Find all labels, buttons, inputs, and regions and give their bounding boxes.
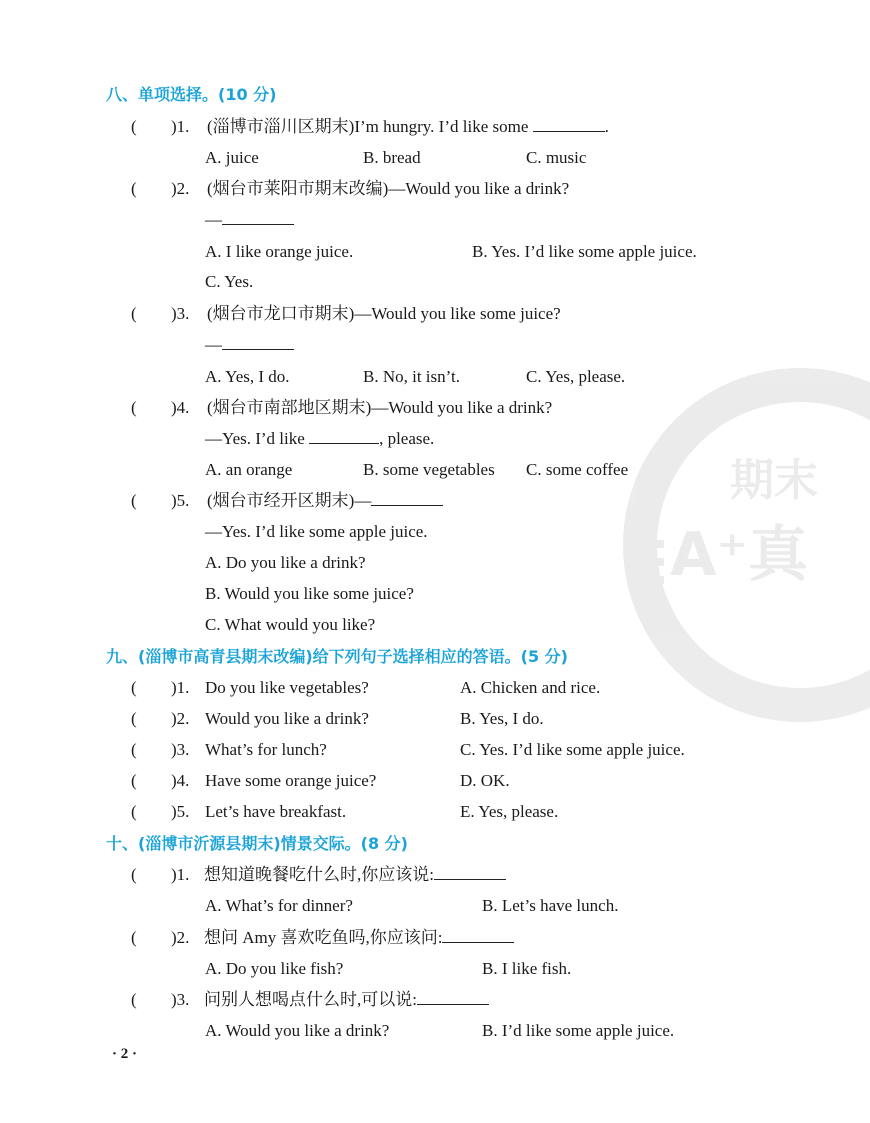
match-question: What’s for lunch? [205,740,327,759]
option-a: A. juice [205,148,259,167]
option-b: B. Let’s have lunch. [482,896,619,915]
option-b: B. Would you like some juice? [205,584,414,603]
watermark-logo [610,365,870,725]
match-question: Do you like vegetables? [205,678,369,697]
watermark-text-2: A⁺真 [670,520,809,590]
answer-blank[interactable] [309,429,379,444]
watermark-text-1: 期末 [730,455,818,506]
answer-paren[interactable]: ( )1. [131,678,190,697]
option-b: B. some vegetables [363,460,495,479]
answer-blank[interactable] [222,210,294,225]
match-question: Would you like a drink? [205,709,369,728]
answer-paren[interactable]: ( )4. [131,398,190,417]
option-c: C. some coffee [526,460,629,479]
option-a: A. What’s for dinner? [205,896,353,915]
option-c: C. music [526,148,587,167]
answer-blank[interactable] [434,865,506,880]
match-answer: B. Yes, I do. [460,709,544,728]
match-question: Let’s have breakfast. [205,802,347,821]
answer-blank[interactable] [371,491,443,506]
question-8-4: (烟台市南部地区期末)—Would you like a drink? [207,398,553,417]
answer-paren[interactable]: ( )3. [131,740,190,759]
answer-paren[interactable]: ( )4. [131,771,190,790]
answer-paren[interactable]: ( )5. [131,491,190,510]
answer-paren[interactable]: ( )1. [131,117,190,136]
option-b: B. I’d like some apple juice. [482,1021,675,1040]
section-10-title: 十、(淄博市沂源县期末)情景交际。(8 分) [106,834,408,853]
answer-paren[interactable]: ( )2. [131,179,190,198]
match-answer: C. Yes. I’d like some apple juice. [460,740,685,759]
question-10-1: 想知道晚餐吃什么时,你应该说: [204,864,506,886]
answer-paren[interactable]: ( )3. [131,990,190,1009]
answer-blank[interactable] [222,335,294,350]
answer-paren[interactable]: ( )3. [131,304,190,323]
option-c: C. What would you like? [205,615,376,634]
response-line: — [205,209,294,231]
option-c: C. Yes, please. [526,367,626,386]
answer-paren[interactable]: ( )2. [131,928,190,947]
option-a: A. I like orange juice. [205,242,354,261]
match-answer: E. Yes, please. [460,802,559,821]
option-a: A. Do you like a drink? [205,553,366,572]
question-10-3: 问别人想喝点什么时,可以说: [204,989,489,1011]
option-a: A. Do you like fish? [205,959,344,978]
option-a: A. Would you like a drink? [205,1021,390,1040]
question-10-2: 想问 Amy 喜欢吃鱼吗,你应该问: [204,927,514,949]
answer-paren[interactable]: ( )1. [131,865,190,884]
section-9-title: 九、(淄博市高青县期末改编)给下列句子选择相应的答语。(5 分) [106,647,568,666]
answer-paren[interactable]: ( )2. [131,709,190,728]
question-8-1: (淄博市淄川区期末)I’m hungry. I’d like some . [207,117,609,136]
answer-blank[interactable] [533,117,605,132]
match-question: Have some orange juice? [205,771,377,790]
option-a: A. Yes, I do. [205,367,290,386]
response-line: —Yes. I’d like some apple juice. [205,522,428,541]
answer-blank[interactable] [417,990,489,1005]
match-answer: A. Chicken and rice. [460,678,601,697]
option-b: B. bread [363,148,421,167]
response-line: —Yes. I’d like , please. [205,429,435,448]
option-b: B. I like fish. [482,959,572,978]
question-8-3: (烟台市龙口市期末)—Would you like some juice? [207,304,561,323]
response-line: — [205,334,294,356]
answer-blank[interactable] [442,928,514,943]
page-number: · 2 · [112,1046,138,1062]
answer-paren[interactable]: ( )5. [131,802,190,821]
section-8-title: 八、单项选择。(10 分) [106,85,277,104]
question-8-5: (烟台市经开区期末)— [207,490,443,512]
match-answer: D. OK. [460,771,510,790]
question-8-2: (烟台市莱阳市期末改编)—Would you like a drink? [207,179,570,198]
option-a: A. an orange [205,460,293,479]
option-b: B. Yes. I’d like some apple juice. [472,242,697,261]
option-b: B. No, it isn’t. [363,367,460,386]
option-c: C. Yes. [205,272,254,291]
